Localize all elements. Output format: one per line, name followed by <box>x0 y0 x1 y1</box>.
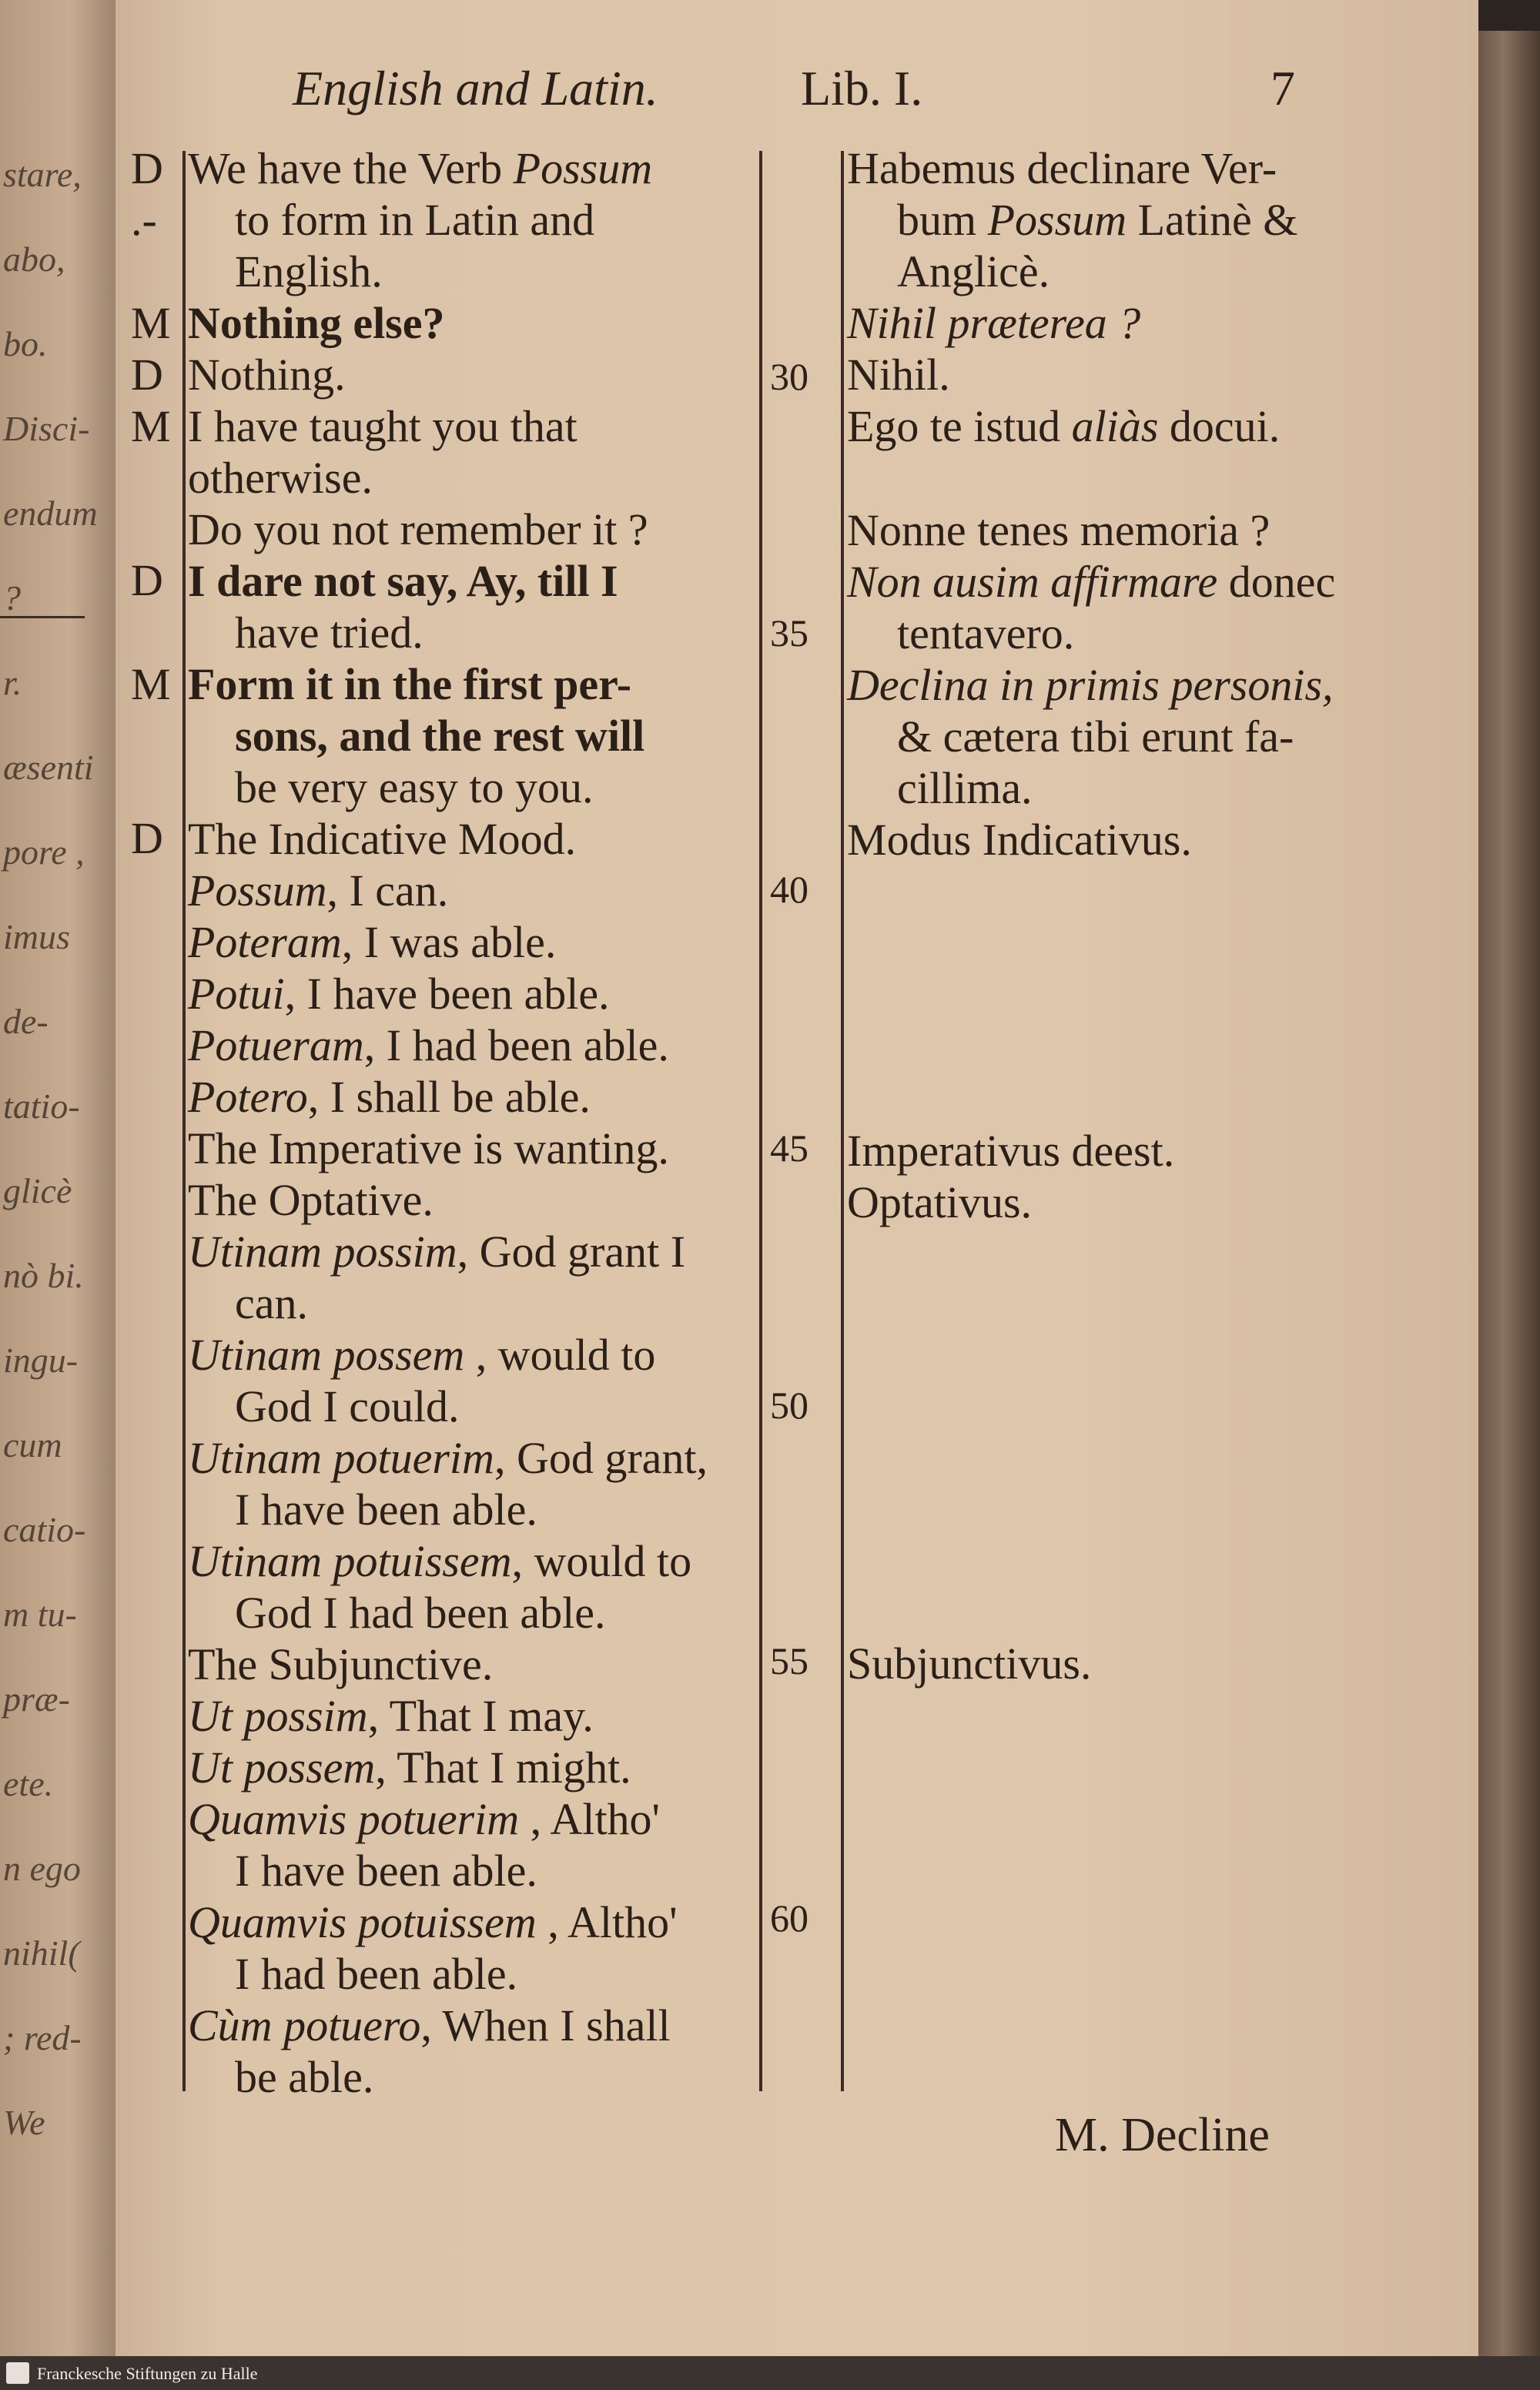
latin-text: tentavero. <box>897 608 1075 658</box>
english-text: I have taught you that <box>188 401 578 451</box>
latin-text: Habemus declinare Ver- <box>847 143 1277 193</box>
english-latin-term: Ut possim <box>188 1691 368 1741</box>
latin-text: Nihil præterea ? <box>847 298 1141 348</box>
english-latin-term: Quamvis potuissem <box>188 1897 537 1947</box>
spine-text-fragment: ingu- <box>3 1341 79 1380</box>
english-line <box>188 1794 661 1844</box>
latin-text: & cætera tibi erunt fa- <box>897 711 1294 762</box>
latin-text: Imperativus deest. <box>847 1126 1175 1176</box>
latin-text: Nonne tenes memoria ? <box>847 505 1270 555</box>
english-text: , God grant I <box>457 1227 686 1277</box>
column-rule-right <box>841 151 844 2091</box>
english-text: The Optative. <box>188 1175 434 1225</box>
english-line <box>188 556 618 606</box>
english-text: The Subjunctive. <box>188 1639 494 1689</box>
english-text: , I had been able. <box>363 1020 669 1070</box>
speaker-marker: M <box>131 298 171 348</box>
spine-text-fragment: stare, <box>3 155 82 194</box>
english-line <box>188 143 653 193</box>
english-latin-term: Utinam possem <box>188 1330 465 1380</box>
english-text: , would to <box>511 1536 692 1586</box>
book-number: Lib. I. <box>801 61 923 115</box>
latin-line <box>847 1177 1033 1227</box>
english-line <box>235 1588 606 1638</box>
english-latin-term: Poteram <box>188 917 342 967</box>
latin-line <box>847 505 1270 555</box>
spine-text-fragment: m tu- <box>3 1595 77 1634</box>
english-line <box>188 350 346 400</box>
latin-text: Non ausim affirmare <box>847 557 1218 607</box>
latin-text: Nihil. <box>847 350 950 400</box>
english-line <box>235 1846 537 1896</box>
latin-text: docui. <box>1158 401 1281 451</box>
english-text: , That I might. <box>375 1742 631 1792</box>
english-text: , I was able. <box>341 917 557 967</box>
english-line <box>235 1381 460 1431</box>
speaker-marker: .- <box>131 195 157 245</box>
latin-text: Ego te istud <box>847 401 1072 451</box>
english-text: , When I shall <box>420 2000 671 2050</box>
spine-text-fragment: imus <box>3 917 70 956</box>
spine-text-fragment: glicè <box>3 1171 72 1210</box>
english-line <box>188 1691 594 1741</box>
english-text: can. <box>235 1278 308 1328</box>
latin-line <box>897 246 1050 296</box>
english-line <box>188 1330 656 1380</box>
speaker-marker: M <box>131 401 171 451</box>
english-text: , God grant, <box>494 1433 708 1483</box>
english-text: , would to <box>464 1330 656 1380</box>
latin-text: Modus Indicativus. <box>847 815 1192 865</box>
latin-text: Optativus. <box>847 1177 1033 1227</box>
english-text: , I can. <box>326 865 449 915</box>
latin-line <box>897 763 1033 813</box>
english-text: , I have been able. <box>284 969 610 1019</box>
english-line <box>188 969 610 1019</box>
latin-text: Anglicè. <box>897 246 1050 296</box>
english-text: I dare not say, Ay, till I <box>188 556 618 606</box>
english-line <box>188 1072 591 1122</box>
footer-bar <box>0 2356 1540 2390</box>
speaker-marker: D <box>131 350 163 400</box>
line-number: 55 <box>770 1639 808 1682</box>
latin-line <box>897 711 1294 762</box>
running-title: English and Latin. <box>293 61 658 115</box>
english-line <box>188 865 449 915</box>
english-line <box>188 917 557 967</box>
english-line <box>188 1175 434 1225</box>
english-line <box>235 608 424 658</box>
latin-line <box>847 815 1192 865</box>
footer-credit: Franckesche Stiftungen zu Halle <box>37 2364 258 2383</box>
english-line <box>188 1433 708 1483</box>
english-text: , That I may. <box>367 1691 594 1741</box>
english-text: I have been able. <box>235 1485 537 1535</box>
page-number: 7 <box>1270 61 1295 115</box>
speaker-marker: D <box>131 555 163 605</box>
english-text: We have the Verb <box>188 143 514 193</box>
english-text: God I could. <box>235 1381 460 1431</box>
column-rule-left <box>182 151 186 2091</box>
english-line <box>188 298 445 348</box>
english-line <box>235 1278 308 1328</box>
spine-text-fragment: ; red- <box>3 2018 82 2057</box>
book-edge <box>1478 31 1540 2356</box>
latin-line <box>847 1639 1092 1689</box>
english-text: , Altho' <box>519 1794 661 1844</box>
latin-text: bum <box>897 195 988 245</box>
english-text: otherwise. <box>188 453 373 503</box>
english-latin-term: Possum <box>513 143 653 193</box>
spine-text-fragment: præ- <box>3 1679 70 1719</box>
speaker-marker: M <box>131 659 171 709</box>
column-rule-middle <box>759 151 762 2091</box>
english-text: be very easy to you. <box>235 762 594 812</box>
latin-text: Subjunctivus. <box>847 1639 1092 1689</box>
english-line <box>188 1123 669 1173</box>
english-text: Form it in the first per- <box>188 659 632 709</box>
english-text: to form in Latin and <box>235 195 595 245</box>
english-latin-term: Possum <box>188 865 327 915</box>
english-line <box>188 1227 686 1277</box>
english-text: English. <box>235 246 383 296</box>
latin-text: cillima. <box>897 763 1033 813</box>
spine-text-fragment: n ego <box>3 1849 81 1888</box>
catchword: M. Decline <box>1055 2109 1270 2161</box>
spine-text-fragment: nihil( <box>3 1933 80 1973</box>
english-line <box>235 195 595 245</box>
english-line <box>235 246 383 296</box>
english-text: Nothing. <box>188 350 346 400</box>
spine-text-fragment: tatio- <box>3 1086 80 1126</box>
english-line <box>188 2000 671 2050</box>
latin-line <box>847 401 1281 451</box>
english-latin-term: Ut possem <box>188 1742 376 1792</box>
line-number: 60 <box>770 1896 808 1940</box>
institution-logo-icon <box>6 2362 29 2384</box>
english-text: sons, and the rest will <box>235 711 645 761</box>
line-number: 30 <box>770 355 808 398</box>
english-line <box>188 1536 692 1586</box>
speaker-marker: D <box>131 813 163 863</box>
english-latin-term: Cùm potuero <box>188 2000 421 2050</box>
latin-text: Latinè & <box>1127 195 1298 245</box>
english-line <box>235 762 594 812</box>
english-latin-term: Utinam potuissem <box>188 1536 512 1586</box>
latin-text: Possum <box>987 195 1127 245</box>
english-text: The Indicative Mood. <box>188 814 577 864</box>
speaker-marker: D <box>131 143 163 193</box>
spine-text-fragment: catio- <box>3 1510 86 1549</box>
spine-text-fragment: æsenti <box>3 748 94 787</box>
english-latin-term: Potueram <box>188 1020 364 1070</box>
english-line <box>188 504 648 554</box>
english-line <box>188 1020 669 1070</box>
english-text: Nothing else? <box>188 298 445 348</box>
english-latin-term: Utinam possim <box>188 1227 457 1277</box>
english-line <box>188 659 632 709</box>
latin-line <box>897 608 1075 658</box>
english-text: God I had been able. <box>235 1588 606 1638</box>
english-text: have tried. <box>235 608 424 658</box>
english-latin-term: Quamvis potuerim <box>188 1794 520 1844</box>
spine-text-fragment: ? <box>3 578 21 618</box>
latin-line <box>847 143 1277 193</box>
english-line <box>188 814 577 864</box>
english-latin-term: Potui <box>188 969 285 1019</box>
english-line <box>235 2052 374 2102</box>
english-line <box>188 453 373 503</box>
english-text: The Imperative is wanting. <box>188 1123 669 1173</box>
spine-text-fragment: bo. <box>3 324 48 363</box>
english-text: , I shall be able. <box>307 1072 591 1122</box>
spine-text-fragment: r. <box>3 663 22 702</box>
english-text: I had been able. <box>235 1949 518 1999</box>
english-line <box>188 401 578 451</box>
english-text: be able. <box>235 2052 374 2102</box>
latin-text: donec <box>1217 557 1336 607</box>
spine-text-fragment: pore , <box>3 832 85 872</box>
left-page-margin-fragment <box>0 0 116 2356</box>
spine-text-fragment: We <box>3 2103 45 2142</box>
english-latin-term: Potero <box>188 1072 308 1122</box>
spine-text-fragment: Disci- <box>3 409 90 448</box>
spine-text-fragment: ete. <box>3 1764 54 1803</box>
latin-line <box>847 298 1141 348</box>
latin-line <box>847 350 950 400</box>
spine-text-fragment: nò bi. <box>3 1256 84 1295</box>
line-number: 50 <box>770 1384 808 1427</box>
latin-line <box>897 195 1298 245</box>
spine-text-fragment: abo, <box>3 239 65 279</box>
spine-text-fragment: cum <box>3 1425 62 1464</box>
english-text: I have been able. <box>235 1846 537 1896</box>
english-text: Do you not remember it ? <box>188 504 648 554</box>
spine-text-fragment: endum <box>3 494 98 533</box>
english-line <box>188 1742 631 1792</box>
line-number: 45 <box>770 1126 808 1170</box>
latin-line <box>847 557 1336 607</box>
english-latin-term: Utinam potuerim <box>188 1433 494 1483</box>
english-line <box>188 1897 678 1947</box>
latin-text: Declina in primis personis, <box>847 660 1334 710</box>
english-line <box>188 1639 494 1689</box>
line-number: 35 <box>770 611 808 654</box>
latin-line <box>847 1126 1175 1176</box>
line-number: 40 <box>770 868 808 911</box>
english-text: , Altho' <box>536 1897 678 1947</box>
spine-text-fragment: de- <box>3 1002 49 1041</box>
english-line <box>235 1485 537 1535</box>
latin-text: aliàs <box>1071 401 1159 451</box>
latin-line <box>847 660 1334 710</box>
english-line <box>235 1949 518 1999</box>
english-line <box>235 711 645 761</box>
